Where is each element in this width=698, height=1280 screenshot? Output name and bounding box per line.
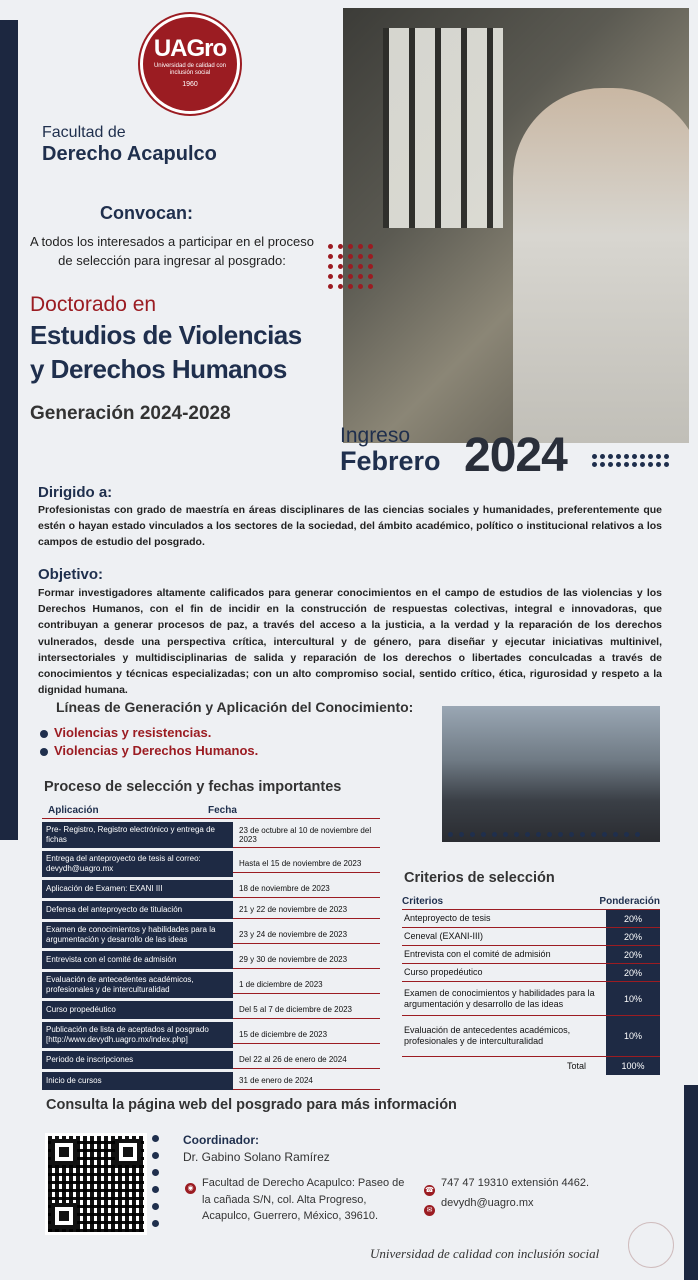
col-aplicacion: Aplicación — [48, 805, 99, 816]
row-criterio: Ceneval (EXANI-III) — [404, 931, 484, 941]
table-row — [402, 982, 660, 1016]
row-fecha: Hasta el 15 de noviembre de 2023 — [233, 855, 380, 873]
table-row — [402, 910, 660, 928]
location-icon: ◉ — [185, 1177, 196, 1195]
row-aplicacion: Entrevista con el comité de admisión — [42, 951, 233, 969]
col-criterios: Criterios — [402, 896, 444, 907]
total-value: 100% — [606, 1057, 660, 1075]
left-accent-bar — [0, 20, 18, 840]
proceso-heading: Proceso de selección y fechas importantes — [44, 779, 342, 795]
table-row — [42, 1072, 380, 1090]
lineas-item-1 — [40, 725, 211, 740]
convocan-text: A todos los interesados a participar en el proceso de selección para ingresar al posgrado: — [29, 234, 314, 268]
uagro-logo — [140, 14, 240, 114]
phone-text: 747 47 19310 extensión 4462. — [441, 1177, 590, 1189]
row-ponderacion: 20% — [606, 946, 660, 963]
lineas-item-2 — [40, 743, 258, 758]
table-row — [42, 822, 380, 848]
consulta-text: Consulta la página web del posgrado para más información — [46, 1097, 457, 1113]
ingreso-label: Ingreso — [340, 424, 411, 447]
seal-icon — [628, 1222, 674, 1268]
lineas-heading: Líneas de Generación y Aplicación del Conocimiento: — [56, 699, 414, 715]
criterios-table-header — [402, 896, 660, 910]
decorative-dots-footer — [152, 1135, 157, 1227]
decorative-dots-red — [328, 244, 373, 289]
proceso-table-header — [42, 805, 380, 819]
row-criterio: Curso propedéutico — [404, 967, 483, 977]
generacion-label: Generación 2024-2028 — [30, 403, 231, 424]
coordinador-heading: Coordinador: — [183, 1133, 259, 1147]
row-fecha: 18 de noviembre de 2023 — [233, 880, 380, 898]
facultad-line1: Facultad de — [42, 124, 126, 141]
ingreso-year: 2024 — [464, 429, 567, 482]
table-row — [42, 1022, 380, 1048]
row-ponderacion: 10% — [606, 1016, 660, 1056]
table-row — [42, 901, 380, 919]
table-row — [42, 880, 380, 898]
row-ponderacion: 10% — [606, 982, 660, 1015]
row-aplicacion: Examen de conocimientos y habilidades para la argumentación y desarrollo de las ideas — [42, 922, 233, 948]
prison-window-photo — [343, 8, 689, 443]
dirigido-heading: Dirigido a: — [38, 484, 113, 501]
table-row — [42, 951, 380, 969]
criterios-table — [402, 896, 660, 1075]
row-aplicacion: Publicación de lista de aceptados al posgrado [http://www.devydh.uagro.mx/index.php] — [42, 1022, 233, 1048]
row-ponderacion: 20% — [606, 928, 660, 945]
row-fecha: 29 y 30 de noviembre de 2023 — [233, 951, 380, 969]
table-row — [402, 1016, 660, 1057]
objetivo-text: Formar investigadores altamente calificados para generar conocimientos en el campo de estudios de las violencias y los Derechos Humanos, con el fin de incidir en la construcción de respuestas colectivas, integral e innovadoras, que contribuyan a generar procesos de paz, a través del acceso a la justicia, a la verdad y la reparación de los derechos vulnerados, desde una perspectiva crítica, intercultural y de género, para diseñar y ejecutar iniciativas multinivel, intersectoriales y multidisciplinarias de salida y reparación de los derechos o libertades conculcadas a través de conocimientos y técnicas especializadas; con un alto compromiso social, sentido crítico, ética, rigurosidad y respeto a la dignidad humana. — [38, 587, 662, 697]
decorative-dots-photo — [448, 832, 640, 837]
protest-photo — [442, 706, 660, 842]
lineas-item-label: Violencias y resistencias. — [54, 725, 212, 740]
row-fecha: Del 22 al 26 de enero de 2024 — [233, 1051, 380, 1069]
row-aplicacion: Curso propedéutico — [42, 1001, 233, 1019]
program-line1: Doctorado en — [30, 293, 157, 316]
convocan-heading: Convocan: — [100, 203, 194, 223]
ingreso-month: Febrero — [340, 446, 441, 476]
qr-corner — [51, 1139, 77, 1165]
logo-tagline: Universidad de calidad con inclusión social — [153, 63, 227, 76]
table-row — [402, 946, 660, 964]
lineas-item-label: Violencias y Derechos Humanos. — [54, 743, 259, 758]
row-fecha: 23 de octubre al 10 de noviembre del 2023 — [233, 823, 380, 848]
program-line2: Estudios de Violencias — [30, 320, 302, 350]
logo-name: UAGro — [153, 35, 227, 62]
table-row — [402, 964, 660, 982]
total-label: Total — [566, 1060, 586, 1071]
row-criterio: Evaluación de antecedentes académicos, profesionales y de interculturalidad — [404, 1025, 571, 1046]
coordinador-name: Dr. Gabino Solano Ramírez — [183, 1150, 330, 1164]
row-fecha: 1 de diciembre de 2023 — [233, 976, 380, 994]
bullet-icon — [40, 748, 48, 756]
row-fecha: 31 de enero de 2024 — [233, 1072, 380, 1090]
criterios-total-row — [402, 1057, 660, 1075]
program-line3: y Derechos Humanos — [30, 354, 287, 384]
row-criterio: Entrevista con el comité de admisión — [404, 949, 551, 959]
address-text: Facultad de Derecho Acapulco: Paseo de la cañada S/N, col. Alta Progreso, Acapulco, Guerrero, México, 39610. — [202, 1177, 405, 1222]
decorative-dots-navy — [592, 454, 669, 467]
slogan: Universidad de calidad con inclusión social — [370, 1246, 600, 1261]
person-figure — [513, 88, 689, 443]
row-aplicacion: Periodo de inscripciones — [42, 1051, 233, 1069]
row-aplicacion: Defensa del anteproyecto de titulación — [42, 901, 233, 919]
logo-year: 1960 — [182, 81, 198, 88]
row-aplicacion: Evaluación de antecedentes académicos, profesionales y de interculturalidad — [42, 972, 233, 998]
table-row — [42, 1051, 380, 1069]
row-fecha: 15 de diciembre de 2023 — [233, 1026, 380, 1044]
table-row — [42, 1001, 380, 1019]
table-row — [42, 972, 380, 998]
email-icon: ✉ — [424, 1199, 435, 1217]
facultad-line2: Derecho Acapulco — [42, 143, 217, 165]
row-criterio: Examen de conocimientos y habilidades para la argumentación y desarrollo de las ideas — [404, 987, 595, 1009]
qr-corner — [115, 1139, 141, 1165]
row-aplicacion: Pre- Registro, Registro electrónico y entrega de fichas — [42, 822, 233, 848]
right-accent-bar — [684, 1085, 698, 1280]
row-aplicacion: Aplicación de Examen: EXANI III — [42, 880, 233, 898]
qr-corner — [51, 1203, 77, 1229]
table-row — [42, 851, 380, 877]
row-fecha: Del 5 al 7 de diciembre de 2023 — [233, 1001, 380, 1019]
phone-icon: ☎ — [425, 1187, 434, 1194]
bullet-icon — [40, 730, 48, 738]
row-criterio: Anteproyecto de tesis — [404, 913, 491, 923]
row-aplicacion: Inicio de cursos — [42, 1072, 233, 1090]
email-text[interactable]: devydh@uagro.mx — [441, 1197, 534, 1209]
row-ponderacion: 20% — [606, 910, 660, 927]
criterios-heading: Criterios de selección — [404, 870, 555, 886]
col-fecha: Fecha — [208, 805, 237, 816]
barred-window — [383, 28, 503, 228]
table-row — [42, 922, 380, 948]
proceso-table — [42, 805, 380, 1090]
row-aplicacion: Entrega del anteproyecto de tesis al correo: devydh@uagro.mx — [42, 851, 233, 877]
table-row — [402, 928, 660, 946]
row-fecha: 23 y 24 de noviembre de 2023 — [233, 926, 380, 944]
row-fecha: 21 y 22 de noviembre de 2023 — [233, 901, 380, 919]
objetivo-heading: Objetivo: — [38, 566, 104, 583]
qr-code[interactable] — [45, 1133, 147, 1235]
row-ponderacion: 20% — [606, 964, 660, 981]
col-ponderacion: Ponderación — [599, 896, 660, 907]
dirigido-text: Profesionistas con grado de maestría en áreas disciplinares de las ciencias sociales y humanidades, preferentemente que estén o hayan estado vinculados a los sectores de la sociedad, del ámbito académico, político o institucional relativos a los campos de estudio del posgrado. — [38, 504, 662, 549]
